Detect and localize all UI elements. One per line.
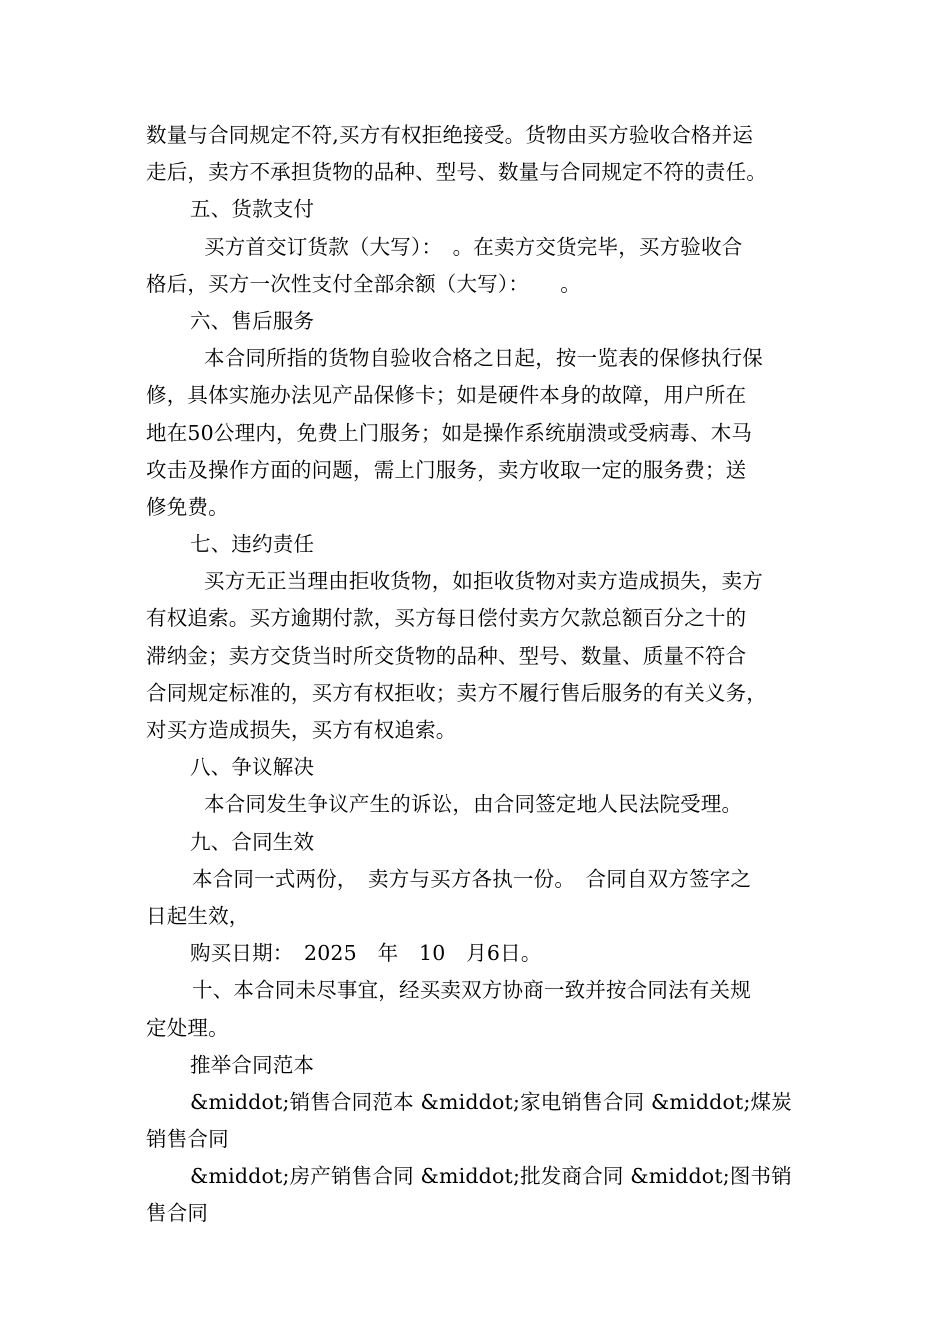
text-line: 本合同所指的货物自验收合格之日起，按一览表的保修执行保	[204, 346, 763, 371]
section-heading-after-sales: 六、售后服务	[190, 308, 315, 333]
text-line: 定处理。	[146, 1015, 229, 1040]
text-line: 走后，卖方不承担货物的品种、型号、数量与合同规定不符的责任。	[146, 160, 767, 185]
contract-body	[146, 117, 810, 1233]
text-line: 日起生效，	[146, 903, 250, 928]
text-line: 对买方造成损失，买方有权追索。	[146, 718, 457, 742]
text-line: 买方无正当理由拒收货物，如拒收货物对卖方造成损失，卖方	[204, 569, 763, 594]
text-line: 数量与合同规定不符,买方有权拒绝接受。货物由买方验收合格并运	[146, 123, 754, 147]
template-links-line[interactable]: 售合同	[146, 1201, 209, 1226]
section-heading-dispute: 八、争议解决	[190, 755, 315, 780]
text-line: 本合同一式两份， 卖方与买方各执一份。 合同自双方签字之	[192, 866, 752, 891]
template-links-line[interactable]: &middot;销售合同范本 &middot;家电销售合同 &middot;煤炭	[190, 1089, 792, 1114]
text-line: 有权追索。买方逾期付款，买方每日偿付卖方欠款总额百分之十的	[146, 606, 747, 631]
text-line: 买方首交订货款（大写）： 。在卖方交货完毕，买方验收合	[204, 234, 743, 259]
text-line: 十、本合同未尽事宜，经买卖双方协商一致并按合同法有关规	[192, 978, 751, 1003]
section-heading-liability: 七、违约责任	[190, 532, 315, 557]
text-line: 滞纳金；卖方交货当时所交货物的品种、型号、数量、质量不符合	[146, 643, 747, 668]
text-line: 修免费。	[146, 494, 229, 519]
template-links-line[interactable]: 销售合同	[146, 1127, 229, 1152]
purchase-date: 购买日期： 2025 年 10 月6日。	[190, 941, 542, 966]
section-heading-effective: 九、合同生效	[190, 829, 315, 854]
text-line: 格后，买方一次性支付全部余额（大写）： 。	[146, 271, 581, 296]
text-line: 地在50公理内，免费上门服务；如是操作系统崩溃或受病毒、木马	[146, 420, 753, 445]
text-line: 攻击及操作方面的问题，需上门服务，卖方收取一定的服务费；送	[146, 457, 747, 482]
template-links-line[interactable]: &middot;房产销售合同 &middot;批发商合同 &middot;图书销	[190, 1164, 792, 1189]
text-line: 合同规定标准的，买方有权拒收；卖方不履行售后服务的有关义务，	[146, 680, 767, 705]
text-line: 修，具体实施办法见产品保修卡；如是硬件本身的故障，用户所在	[146, 383, 747, 408]
text-line: 本合同发生争议产生的诉讼，由合同签定地人民法院受理。	[204, 792, 743, 817]
section-heading-payment: 五、货款支付	[190, 197, 315, 222]
recommended-templates-heading: 推举合同范本	[190, 1052, 315, 1077]
